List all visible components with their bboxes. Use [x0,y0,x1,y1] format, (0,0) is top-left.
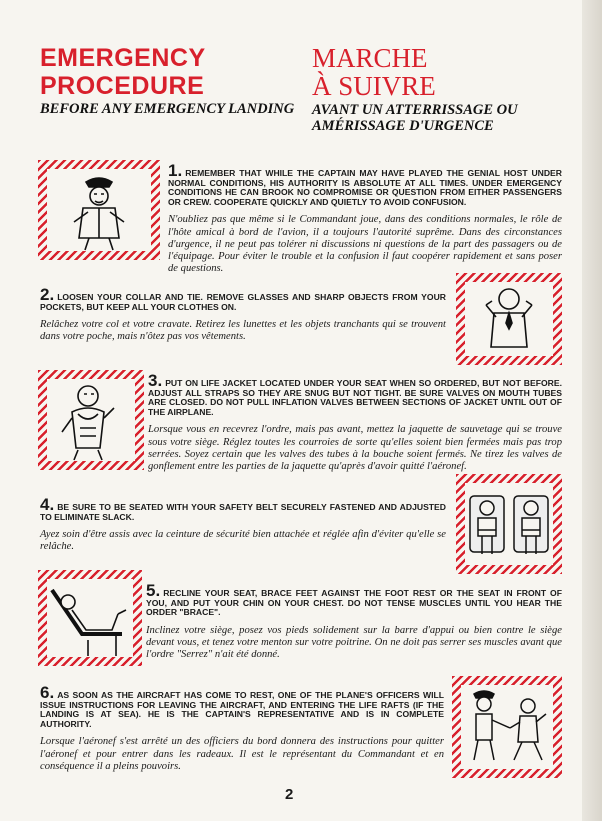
loosen-tie-figure-icon [456,273,562,365]
officer-and-passenger-icon [452,676,562,778]
step-2-english: LOOSEN YOUR COLLAR AND TIE. REMOVE GLASSES AND SHARP OBJECTS FROM YOUR POCKETS, BUT KEEP ALL YOUR CLOTHES ON. [40,292,446,312]
step-6-english: AS SOON AS THE AIRCRAFT HAS COME TO REST, ONE OF THE PLANE'S OFFICERS WILL ISSUE INSTRUCTIONS FOR LEAVING THE AIRCRAFT, AND ENTERING THE LIFE RAFTS (IF THE LANDING IS AT SEA). HE IS THE CAPTAIN'S REPRESENTATIVE AND IS IN COMPLETE AUTHORITY. [40,690,444,729]
title-fr-line2: À SUIVRE [312,71,436,101]
step-2 [40,285,446,344]
step-6 [40,683,444,773]
title-en-line2: PROCEDURE [40,72,205,100]
step-1-french: N'oubliez pas que même si le Commandant joue, dans des conditions normales, le rôle de l'hôte amical à bord de l'avion, il a toujours l'autorité suprême. Dans des circonstances d'urgence, il ne peut pas tolérer ni discussions ni questions de la part des passagers ou de l'équipage. Pour éviter le trouble et la confusion il faut coopérer rapidement et sans poser de questions. [168,214,562,275]
step-4-french: Ayez soin d'être assis avec la ceinture de sécurité bien attachée et réglée afin d'éviter qu'elle se relâche. [40,529,446,553]
life-jacket-figure-icon [38,370,144,470]
subtitle-fr-line1: AVANT UN ATTERRISSAGE OU [312,102,518,118]
step-4 [40,495,446,554]
seated-passengers-illustration [456,474,562,574]
step-5-french: Inclinez votre siège, posez vos pieds solidement sur la barre d'appui ou bien contre le siège devant vous, et tenez votre menton sur votre poitrine. On ne doit pas serrer ses muscles avant que l'ordre "Serrez" n'ait été donné. [146,624,562,661]
step-1-english: REMEMBER THAT WHILE THE CAPTAIN MAY HAVE PLAYED THE GENIAL HOST UNDER NORMAL CONDITIONS, HIS AUTHORITY IS ABSOLUTE AT ALL TIMES. UNDER EMERGENCY CONDITIONS HE CAN BROOK NO COMPROMISE OR QUESTION FROM EITHER PASSENGERS OR CREW. COOPERATE QUICKLY AND QUIETLY TO AVOID CONFUSION. [168,168,562,207]
step-5-number: 5. [146,581,161,600]
step-6-french: Lorsque l'aéronef s'est arrêté un des officiers du bord donnera des instructions pour quitter l'aéronef et pour entrer dans les radeaux. Il est le représentant du Commandant et en conséquence il a pleins pouvoirs. [40,736,444,772]
step-1-number: 1. [168,161,183,180]
reclined-seat-icon [38,570,142,666]
step-5 [146,581,562,661]
seated-passengers-icon [456,474,562,574]
page-number: 2 [285,786,294,803]
header-french [312,44,518,134]
header-english [40,44,294,118]
captain-illustration [38,160,160,260]
title-en-line1: EMERGENCY [40,44,206,72]
loosen-tie-illustration [456,273,562,365]
page-fold [582,0,602,821]
step-3 [148,371,562,473]
officer-and-passenger-illustration [452,676,562,778]
subtitle-en: BEFORE ANY EMERGENCY LANDING [40,101,295,117]
title-fr-line1: MARCHE [312,43,428,73]
subtitle-fr-line2: AMÉRISSAGE D'URGENCE [312,118,494,134]
captain-figure-icon [38,160,160,260]
step-2-french: Relâchez votre col et votre cravate. Retirez les lunettes et les objets tranchants qui se trouvent dans votre poche, mais n'ôtez pas vos vêtements. [40,319,446,343]
step-6-number: 6. [40,683,55,702]
life-jacket-illustration [38,370,144,470]
step-3-number: 3. [148,371,163,390]
reclined-seat-illustration [38,570,142,666]
step-2-number: 2. [40,285,55,304]
step-3-french: Lorsque vous en recevrez l'ordre, mais pas avant, mettez la jaquette de sauvetage qui se trouve sous votre siège. Réglez toutes les courroies de sorte qu'elles soient bien fermées mais pas trop serrées. Soyez certain que les valves des tubes à la bouche soient fermés. Ne tirez les valves de gonflement entre les parties de la jaquette qu'après d'avoir quitté l'aéronef. [148,424,562,472]
step-4-number: 4. [40,495,55,514]
step-5-english: RECLINE YOUR SEAT, BRACE FEET AGAINST THE FOOT REST OR THE SEAT IN FRONT OF YOU, AND PUT YOUR CHIN ON YOUR CHEST. DO NOT TENSE MUSCLES UNTIL YOU HEAR THE ORDER "BRACE". [146,588,562,618]
step-1 [168,161,562,275]
step-3-english: PUT ON LIFE JACKET LOCATED UNDER YOUR SEAT WHEN SO ORDERED, BUT NOT BEFORE. ADJUST ALL STRAPS SO THEY ARE SNUG BUT NOT TIGHT. BE SURE VALVES ON MOUTH TUBES ARE CLOSED. DO NOT PULL INFLATION VALVES BETWEEN SECTIONS OF JACKET UNTIL OUT OF THE AIRPLANE. [148,378,562,417]
step-4-english: BE SURE TO BE SEATED WITH YOUR SAFETY BELT SECURELY FASTENED AND ADJUSTED TO ELIMINATE SLACK. [40,502,446,522]
